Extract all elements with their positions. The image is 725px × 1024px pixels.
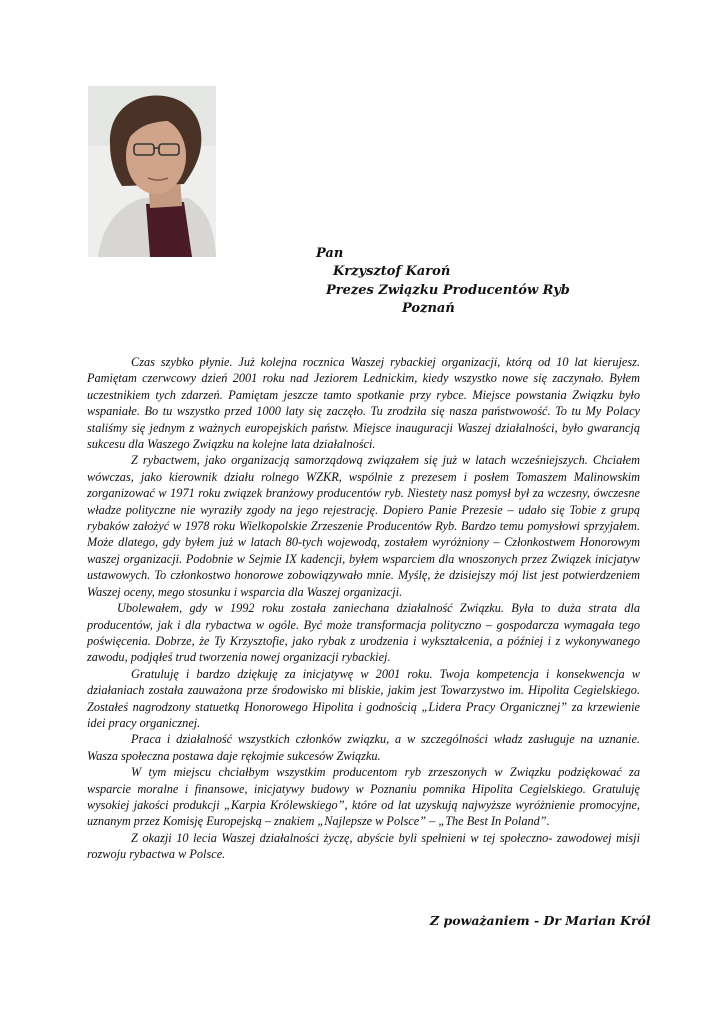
recipient-city: Poznań xyxy=(402,301,455,316)
paragraph: Gratuluję i bardzo dziękuję za inicjatywę w 2001 roku. Twoja kompetencja i konsekwencja w działaniach została zauważona prze środowisko mi bliskie, jakim jest Towarzystwo im. Hipolita Cegielskiego. Zostałeś nagrodzony statuetką Honorowego Hipolita i godnością „Lidera Pracy Organicznej” za krzewienie idei pracy organicznej. xyxy=(87,666,640,730)
portrait-photo xyxy=(88,86,216,257)
paragraph: Czas szybko płynie. Już kolejna rocznica Waszej rybackiej organizacji, którą od 10 lat kierujesz. Pamiętam czerwcowy dzień 2001 roku nad Jeziorem Lednickim, kiedy wszystko nowe się zaczynało. Byłem uczestnikiem tych zdarzeń. Pamiętam jeszcze tamto spotkanie przy rybce. Miejsce powstania Związku było wspaniałe. Bo tu wszystko przed 1000 laty się zaczęło. Tu zrodziła się nasza państwowość. To tu My Polacy staliśmy się jednym z ważnych europejskich państw. Miejsce inauguracji Waszej działalności, było gwarancją sukcesu dla Waszego Związku na kolejne lata działalności. xyxy=(87,355,640,452)
paragraph: Ubolewałem, gdy w 1992 roku została zaniechana działalność Związku. Była to duża strata dla producentów, jak i dla rybactwa w ogóle. Być może transformacja polityczno – gospodarcza wymagała tego poświęcenia. Dobrze, że Ty Krzysztofie, jako rybak z urodzenia i wykształcenia, a później i z wykonywanego zawodu, podjąłeś trud tworzenia nowej organizacji rybackiej. xyxy=(87,601,640,665)
paragraph: W tym miejscu chciałbym wszystkim producentom ryb zrzeszonych w Związku podziękować za wsparcie moralne i finansowe, inicjatywy budowy w Poznaniu pomnika Hipolita Cegielskiego. Gratuluję wysokiej jakości produkcji „Karpia Królewskiego”, które od lat uzyskują najwyższe wyróżnienie promocyjne, uznanym przez Komisję Europejską – znakiem „Najlepsze w Polsce” – „The Best In Poland”. xyxy=(87,765,640,829)
paragraph: Z rybactwem, jako organizacją samorządową związałem się już w latach wcześniejszych. Chciałem wówczas, jako kierownik działu rolnego WZKR, wspólnie z prezesem i posłem Tomaszem Malinowskim zorganizować w 1971 roku związek branżowy producentów ryb. Niestety nasz pomysł był za wczesny, ówczesne władze polityczne nie wyraziły zgody na jego rejestrację. Dopiero Panie Prezesie – udało się Tobie z grupą rybaków założyć w 1978 roku Wielkopolskie Zrzeszenie Producentów Ryb. Bardzo temu pomysłowi sprzyjałem. Może dlatego, gdy byłem już w latach 80-tych wojewodą, zostałem wyróżniony – Członkostwem Honorowym waszej organizacji. Podobnie w Sejmie IX kadencji, byłem wsparciem dla wnoszonych przez Związek inicjatyw ustawowych. To członkostwo honorowe zobowiązywało mnie. Myślę, że dzisiejszy mój list jest potwierdzeniem Waszej oceny, mego stosunku i wsparcia dla Waszej organizacji. xyxy=(87,453,640,599)
recipient-name: Krzysztof Karoń xyxy=(333,264,451,279)
recipient-title: Prezes Związku Producentów Ryb xyxy=(326,283,570,298)
letter-body xyxy=(87,354,640,863)
signature: Z poważaniem - Dr Marian Król xyxy=(430,913,651,928)
recipient-salutation: Pan xyxy=(316,246,344,261)
paragraph: Praca i działalność wszystkich członków związku, a w szczególności władz zasługuje na uznanie. Wasza społeczna postawa daje rękojmie sukcesów Związku. xyxy=(87,732,640,763)
paragraph: Z okazji 10 lecia Waszej działalności życzę, abyście byli spełnieni w tej społeczno- zawodowej misji rozwoju rybactwa w Polsce. xyxy=(87,830,640,862)
